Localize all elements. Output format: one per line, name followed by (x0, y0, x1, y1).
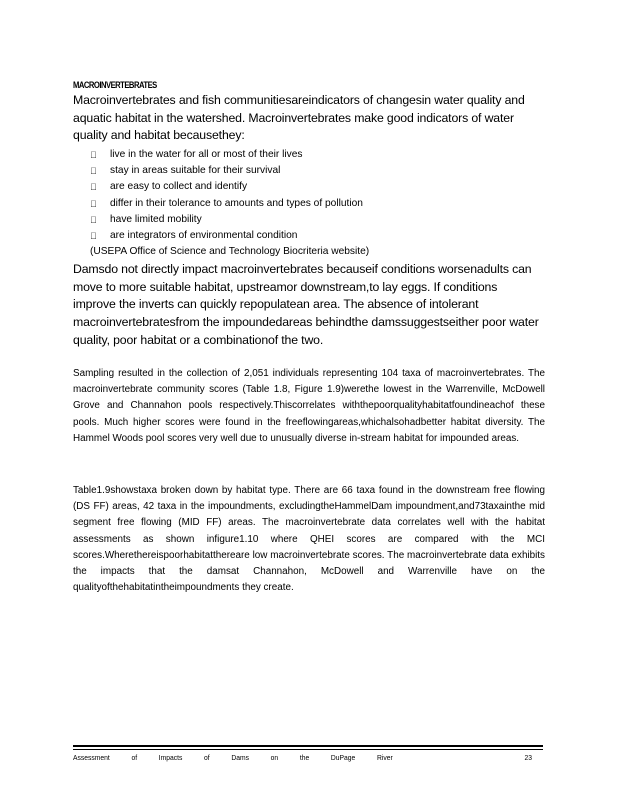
taxa-table-paragraph: Table1.9showstaxa broken down by habitat type. There are 66 taxa found in the downstream free flowing (DS FF) areas, 42 taxa in the impoundments, excludingtheHammelDam impoundment,and73taxainthe mid segment free flowing (MID FF) areas. The macroinvertebrate data correlates well with the habitat assessments as shown infigure1.10 where QHEI scores are compared with the MCI scores.Wherethereispoorhabitatthereare low macroinvertebrate scores. The macroinvertebrate data exhibits the impacts that the damsat Channahon, McDowell and Warrenville have on the qualityofthehabitatintheimpoundments they create. (73, 485, 545, 594)
list-item: are easy to collect and identify (90, 179, 530, 195)
citation: (USEPA Office of Science and Technology Biocriteria website) (90, 246, 370, 257)
bullet-icon (90, 228, 97, 244)
list-item: have limited mobility (90, 212, 530, 228)
dams-paragraph: Damsdo not directly impact macroinvertebrates becauseif conditions worsenadults can move to more suitable habitat, upstreamor downstream,to lay eggs. If conditions improve the inverts can quickly repopulatean area. The absence of intolerant macroinvertebratesfrom the impoundedareas behindthe damssuggestseither poor water quality, poor habitat or a combinationof the two. (73, 262, 539, 347)
list-item: live in the water for all or most of their lives (90, 147, 530, 163)
list-item: differ in their tolerance to amounts and types of pollution (90, 196, 530, 212)
footer-rule (73, 745, 543, 747)
list-item: stay in areas suitable for their survival (90, 163, 530, 179)
section-heading: MACROINVERTEBRATES (73, 80, 157, 90)
indicator-list (90, 147, 530, 244)
page-number: 23 (524, 753, 532, 762)
bullet-icon (90, 212, 97, 228)
page-footer (73, 753, 532, 765)
bullet-icon (90, 147, 97, 163)
footer-title: Assessment of Impacts of Dams on the DuPage River (73, 753, 393, 762)
intro-paragraph: Macroinvertebrates and fish communitiesareindicators of changesin water quality and aquatic habitat in the watershed. Macroinvertebrates make good indicators of water quality and habitat becausethey: (73, 93, 525, 143)
list-item: are integrators of environmental condition (90, 228, 530, 244)
bullet-icon (90, 163, 97, 179)
footer-rule-thin (73, 749, 543, 750)
bullet-icon (90, 196, 97, 212)
sampling-paragraph: Sampling resulted in the collection of 2,051 individuals representing 104 taxa of macroinvertebrates. The macroinvertebrate community scores (Table 1.8, Figure 1.9)werethe lowest in the Warrenville, McDowell Grove and Channahon pools respectively.Thiscorrelates withthepoorqualityhabitatfoundineachof these pools. Much higher scores were found in the freeflowingareas,whichalsohadbetter habitat diversity. The Hammel Woods pool scores very well due to unusually diverse in-stream habitat for impounded areas. (73, 368, 545, 444)
bullet-icon (90, 179, 97, 195)
